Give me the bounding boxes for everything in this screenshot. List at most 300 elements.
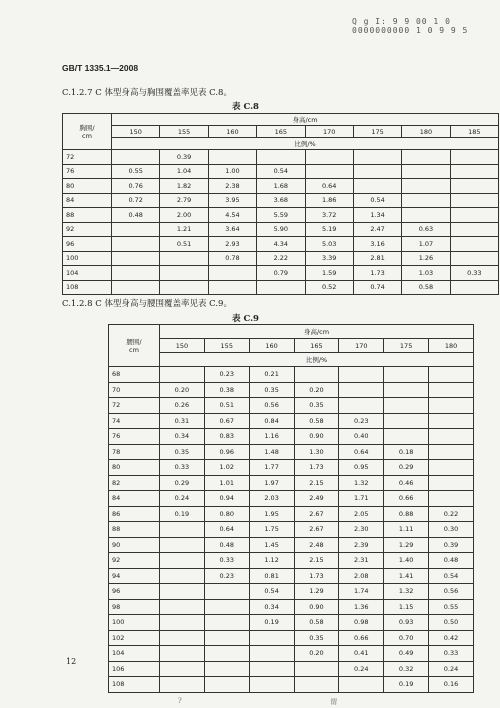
height-header-cell: 165 — [257, 126, 305, 138]
table-cell — [208, 266, 256, 281]
table-cell — [402, 150, 450, 165]
row-label-cell: 68 — [109, 367, 160, 383]
table-cell: 5.90 — [257, 222, 305, 237]
table-cell: 0.39 — [160, 150, 208, 165]
table-cell — [160, 553, 205, 569]
table-cell — [429, 398, 474, 414]
table-cell: 0.23 — [339, 413, 384, 429]
row-label-cell: 94 — [109, 568, 160, 584]
table-cell: 2.39 — [339, 537, 384, 553]
table-row — [109, 646, 474, 662]
height-header-cell: 170 — [339, 339, 384, 353]
table-cell: 0.23 — [204, 367, 249, 383]
table-cell: 0.81 — [249, 568, 294, 584]
table-cell: 2.38 — [208, 179, 256, 194]
table-cell: 1.40 — [384, 553, 429, 569]
table-row — [109, 537, 474, 553]
table-cell: 1.15 — [384, 599, 429, 615]
table-cell: 0.19 — [384, 677, 429, 693]
table-cell: 2.79 — [160, 193, 208, 208]
table-cell: 0.26 — [160, 398, 205, 414]
table-cell — [249, 646, 294, 662]
table-cell — [160, 599, 205, 615]
row-label-cell: 76 — [63, 164, 112, 179]
table-header-row — [109, 325, 474, 339]
table-cell: 3.68 — [257, 193, 305, 208]
table-cell: 0.32 — [384, 661, 429, 677]
table-cell: 2.15 — [294, 475, 339, 491]
table-row — [63, 164, 499, 179]
table-cell: 1.29 — [384, 537, 429, 553]
table-cell: 0.33 — [429, 646, 474, 662]
table-cell: 0.98 — [339, 615, 384, 631]
table-cell: 0.93 — [384, 615, 429, 631]
table-cell — [339, 382, 384, 398]
table-cell — [160, 280, 208, 295]
table-cell: 0.24 — [160, 491, 205, 507]
table-cell — [204, 584, 249, 600]
table-cell: 0.64 — [339, 444, 384, 460]
table-cell — [402, 164, 450, 179]
row-label-cell: 92 — [109, 553, 160, 569]
row-label-cell: 92 — [63, 222, 112, 237]
table-cell — [353, 164, 401, 179]
table-cell — [208, 150, 256, 165]
footer-mark: 谓 — [330, 698, 337, 706]
table-c8-title: 表 C.8 — [232, 102, 259, 112]
table-cell: 1.36 — [339, 599, 384, 615]
group-header-cell: 身高/cm — [160, 325, 474, 339]
table-cell: 0.74 — [353, 280, 401, 295]
table-cell: 1.82 — [160, 179, 208, 194]
row-label-cell: 84 — [63, 193, 112, 208]
table-row — [109, 568, 474, 584]
table-cell — [339, 398, 384, 414]
table-row — [109, 413, 474, 429]
table-cell — [429, 382, 474, 398]
table-row — [109, 553, 474, 569]
table-cell: 0.79 — [257, 266, 305, 281]
table-cell — [384, 429, 429, 445]
header-scan-noise: Q g I: 9 9 00 1 0 0000000000 1 0 9 9 5 — [352, 17, 469, 35]
table-cell: 1.95 — [249, 506, 294, 522]
table-cell: 5.59 — [257, 208, 305, 223]
table-cell: 0.52 — [305, 280, 353, 295]
table-row — [109, 367, 474, 383]
table-cell: 1.48 — [249, 444, 294, 460]
row-label-cell: 106 — [109, 661, 160, 677]
table-row — [109, 615, 474, 631]
table-cell: 0.54 — [257, 164, 305, 179]
table-cell — [429, 413, 474, 429]
table-cell: 0.42 — [429, 630, 474, 646]
table-cell: 4.54 — [208, 208, 256, 223]
table-cell: 0.23 — [204, 568, 249, 584]
table-cell: 0.24 — [429, 661, 474, 677]
table-cell — [294, 661, 339, 677]
table-cell: 1.73 — [294, 460, 339, 476]
table-row — [109, 429, 474, 445]
table-cell: 2.67 — [294, 506, 339, 522]
table-cell: 0.35 — [294, 398, 339, 414]
table-cell: 1.32 — [339, 475, 384, 491]
table-cell: 1.26 — [402, 251, 450, 266]
table-cell — [112, 237, 160, 252]
row-label-cell: 96 — [109, 584, 160, 600]
table-cell: 0.51 — [160, 237, 208, 252]
table-cell: 0.94 — [204, 491, 249, 507]
table-row — [63, 237, 499, 252]
table-cell — [160, 522, 205, 538]
table-cell: 0.40 — [339, 429, 384, 445]
table-cell: 0.34 — [160, 429, 205, 445]
table-cell: 0.49 — [384, 646, 429, 662]
table-cell: 0.20 — [294, 646, 339, 662]
row-label-cell: 86 — [109, 506, 160, 522]
table-cell: 0.58 — [294, 413, 339, 429]
table-cell: 0.48 — [429, 553, 474, 569]
table-row — [63, 179, 499, 194]
table-row — [109, 522, 474, 538]
table-cell — [429, 367, 474, 383]
table-cell: 2.67 — [294, 522, 339, 538]
table-cell: 0.22 — [429, 506, 474, 522]
table-cell: 0.19 — [160, 506, 205, 522]
table-row — [63, 251, 499, 266]
table-cell: 1.73 — [353, 266, 401, 281]
table-cell: 1.30 — [294, 444, 339, 460]
table-row — [63, 208, 499, 223]
table-cell: 0.55 — [429, 599, 474, 615]
table-row — [109, 506, 474, 522]
table-cell: 1.01 — [204, 475, 249, 491]
row-label-cell: 88 — [63, 208, 112, 223]
row-label-cell: 104 — [109, 646, 160, 662]
table-cell — [112, 280, 160, 295]
table-cell — [429, 429, 474, 445]
table-cell: 0.54 — [249, 584, 294, 600]
table-cell: 3.39 — [305, 251, 353, 266]
table-cell: 3.16 — [353, 237, 401, 252]
table-cell — [249, 677, 294, 693]
table-cell: 0.83 — [204, 429, 249, 445]
row-label-cell: 100 — [109, 615, 160, 631]
table-cell: 2.30 — [339, 522, 384, 538]
table-cell: 0.55 — [112, 164, 160, 179]
table-cell: 0.76 — [112, 179, 160, 194]
table-cell: 2.05 — [339, 506, 384, 522]
table-cell: 0.67 — [204, 413, 249, 429]
table-cell: 0.39 — [429, 537, 474, 553]
unit-header-cell: 比例/% — [160, 353, 474, 367]
table-cell: 3.72 — [305, 208, 353, 223]
table-cell: 1.71 — [339, 491, 384, 507]
height-header-cell: 180 — [402, 126, 450, 138]
table-cell — [160, 646, 205, 662]
table-cell — [339, 367, 384, 383]
table-cell: 0.84 — [249, 413, 294, 429]
table-c8 — [62, 113, 499, 295]
row-label-cell: 70 — [109, 382, 160, 398]
row-label-cell: 82 — [109, 475, 160, 491]
row-label-cell: 96 — [63, 237, 112, 252]
table-cell: 5.19 — [305, 222, 353, 237]
table-cell: 0.90 — [294, 429, 339, 445]
table-cell: 5.03 — [305, 237, 353, 252]
height-header-cell: 155 — [204, 339, 249, 353]
table-cell: 0.51 — [204, 398, 249, 414]
table-cell: 0.29 — [160, 475, 205, 491]
table-cell: 1.02 — [204, 460, 249, 476]
table-cell: 1.11 — [384, 522, 429, 538]
height-header-cell: 170 — [305, 126, 353, 138]
height-header-cell: 165 — [294, 339, 339, 353]
table-cell: 1.34 — [353, 208, 401, 223]
table-row — [109, 382, 474, 398]
table-cell: 2.93 — [208, 237, 256, 252]
table-cell: 0.56 — [429, 584, 474, 600]
height-header-cell: 175 — [384, 339, 429, 353]
row-label-cell: 88 — [109, 522, 160, 538]
table-row — [109, 444, 474, 460]
table-cell — [204, 599, 249, 615]
table-cell: 1.16 — [249, 429, 294, 445]
height-header-cell: 175 — [353, 126, 401, 138]
table-cell: 1.04 — [160, 164, 208, 179]
table-cell: 0.58 — [294, 615, 339, 631]
table-cell — [112, 266, 160, 281]
table-cell — [204, 646, 249, 662]
row-label-cell: 72 — [109, 398, 160, 414]
table-header-row — [63, 126, 499, 138]
table-cell — [450, 164, 498, 179]
table-cell — [450, 193, 498, 208]
table-cell — [160, 537, 205, 553]
table-cell — [112, 150, 160, 165]
table-cell: 0.21 — [249, 367, 294, 383]
height-header-cell: 185 — [450, 126, 498, 138]
table-cell: 1.73 — [294, 568, 339, 584]
table-c9-title: 表 C.9 — [232, 314, 259, 324]
table-cell: 0.66 — [339, 630, 384, 646]
table-cell — [429, 491, 474, 507]
table-cell — [294, 367, 339, 383]
table-row — [63, 193, 499, 208]
table-row — [63, 150, 499, 165]
table-cell: 2.22 — [257, 251, 305, 266]
table-cell — [160, 251, 208, 266]
table-cell — [112, 251, 160, 266]
page-number: 12 — [66, 657, 77, 666]
table-cell: 0.19 — [249, 615, 294, 631]
table-cell: 0.46 — [384, 475, 429, 491]
table-cell: 1.00 — [208, 164, 256, 179]
table-cell: 0.54 — [429, 568, 474, 584]
table-cell: 1.21 — [160, 222, 208, 237]
table-cell: 0.41 — [339, 646, 384, 662]
table-cell: 0.20 — [160, 382, 205, 398]
height-header-cell: 160 — [208, 126, 256, 138]
row-label-cell: 72 — [63, 150, 112, 165]
table-cell: 1.03 — [402, 266, 450, 281]
table-cell: 1.74 — [339, 584, 384, 600]
table-cell — [402, 208, 450, 223]
table-cell: 1.32 — [384, 584, 429, 600]
table-cell: 0.24 — [339, 661, 384, 677]
height-header-cell: 150 — [160, 339, 205, 353]
table-cell: 2.48 — [294, 537, 339, 553]
table-cell: 3.64 — [208, 222, 256, 237]
table-cell: 0.70 — [384, 630, 429, 646]
table-cell: 0.64 — [204, 522, 249, 538]
table-cell: 1.86 — [305, 193, 353, 208]
table-cell — [384, 413, 429, 429]
table-cell: 4.34 — [257, 237, 305, 252]
table-cell — [160, 367, 205, 383]
row-label-cell: 84 — [109, 491, 160, 507]
table-cell: 0.48 — [204, 537, 249, 553]
group-header-cell: 身高/cm — [112, 114, 499, 126]
table-cell: 2.03 — [249, 491, 294, 507]
table-cell: 0.96 — [204, 444, 249, 460]
table-cell — [450, 222, 498, 237]
table-cell — [257, 150, 305, 165]
table-cell: 1.68 — [257, 179, 305, 194]
table-cell — [402, 179, 450, 194]
table-cell — [450, 280, 498, 295]
table-cell: 1.77 — [249, 460, 294, 476]
table-row — [109, 677, 474, 693]
table-cell: 2.00 — [160, 208, 208, 223]
standard-number: GB/T 1335.1—2008 — [62, 63, 139, 73]
table-row — [109, 398, 474, 414]
table-cell — [204, 615, 249, 631]
row-label-cell: 98 — [109, 599, 160, 615]
row-label-cell: 100 — [63, 251, 112, 266]
table-cell: 0.78 — [208, 251, 256, 266]
table-cell: 3.95 — [208, 193, 256, 208]
table-header-row — [63, 138, 499, 150]
table-cell: 0.56 — [249, 398, 294, 414]
table-cell: 1.45 — [249, 537, 294, 553]
table-cell — [160, 568, 205, 584]
table-cell: 0.35 — [160, 444, 205, 460]
row-label-cell: 90 — [109, 537, 160, 553]
table-cell — [384, 367, 429, 383]
table-cell: 0.88 — [384, 506, 429, 522]
table-cell: 0.30 — [429, 522, 474, 538]
table-cell: 2.15 — [294, 553, 339, 569]
table-cell — [160, 266, 208, 281]
table-cell: 2.08 — [339, 568, 384, 584]
table-cell — [450, 208, 498, 223]
table-cell: 0.20 — [294, 382, 339, 398]
table-cell: 0.54 — [353, 193, 401, 208]
table-row — [109, 475, 474, 491]
table-cell: 2.81 — [353, 251, 401, 266]
table-cell: 0.63 — [402, 222, 450, 237]
table-cell — [160, 615, 205, 631]
table-c9 — [108, 324, 474, 693]
table-cell — [160, 661, 205, 677]
table-cell — [257, 280, 305, 295]
table-cell: 1.59 — [305, 266, 353, 281]
table-cell: 1.75 — [249, 522, 294, 538]
row-label-cell: 80 — [63, 179, 112, 194]
table-cell — [305, 150, 353, 165]
table-cell: 1.41 — [384, 568, 429, 584]
row-label-cell: 80 — [109, 460, 160, 476]
row-label-cell: 74 — [109, 413, 160, 429]
table-cell: 0.90 — [294, 599, 339, 615]
table-cell — [429, 460, 474, 476]
height-header-cell: 180 — [429, 339, 474, 353]
table-header-row — [109, 353, 474, 367]
table-cell: 2.49 — [294, 491, 339, 507]
table-cell — [160, 677, 205, 693]
table-cell: 0.58 — [402, 280, 450, 295]
height-header-cell: 155 — [160, 126, 208, 138]
table-cell — [450, 179, 498, 194]
table-cell — [305, 164, 353, 179]
corner-header-cell: 胸围/ cm — [63, 114, 112, 150]
row-label-cell: 108 — [109, 677, 160, 693]
table-row — [109, 630, 474, 646]
table-cell: 0.72 — [112, 193, 160, 208]
table-cell: 0.29 — [384, 460, 429, 476]
unit-header-cell: 比例/% — [112, 138, 499, 150]
table-cell: 1.97 — [249, 475, 294, 491]
table-header-row — [109, 339, 474, 353]
table-cell — [208, 280, 256, 295]
table-cell: 0.95 — [339, 460, 384, 476]
table-cell: 1.07 — [402, 237, 450, 252]
footer-mark: ? — [178, 697, 182, 705]
table-row — [63, 222, 499, 237]
table-cell: 2.47 — [353, 222, 401, 237]
table-row — [109, 491, 474, 507]
table-cell: 0.38 — [204, 382, 249, 398]
table-cell: 0.33 — [204, 553, 249, 569]
table-cell — [353, 179, 401, 194]
corner-header-cell: 腰围/ cm — [109, 325, 160, 367]
table-cell — [160, 584, 205, 600]
table-cell: 0.33 — [450, 266, 498, 281]
table-cell — [339, 677, 384, 693]
table-row — [109, 599, 474, 615]
table-cell: 0.35 — [294, 630, 339, 646]
row-label-cell: 108 — [63, 280, 112, 295]
table-cell — [204, 677, 249, 693]
table-cell — [384, 382, 429, 398]
row-label-cell: 76 — [109, 429, 160, 445]
table-cell: 0.48 — [112, 208, 160, 223]
table-row — [109, 460, 474, 476]
row-label-cell: 102 — [109, 630, 160, 646]
section-c127-heading: C.1.2.7 C 体型身高与胸围覆盖率见表 C.8。 — [62, 88, 232, 98]
row-label-cell: 104 — [63, 266, 112, 281]
table-cell: 0.34 — [249, 599, 294, 615]
table-cell: 1.12 — [249, 553, 294, 569]
table-cell — [450, 150, 498, 165]
table-cell: 0.35 — [249, 382, 294, 398]
table-cell: 1.29 — [294, 584, 339, 600]
table-cell — [204, 630, 249, 646]
table-cell: 0.18 — [384, 444, 429, 460]
table-row — [63, 280, 499, 295]
table-cell — [160, 630, 205, 646]
height-header-cell: 150 — [112, 126, 160, 138]
